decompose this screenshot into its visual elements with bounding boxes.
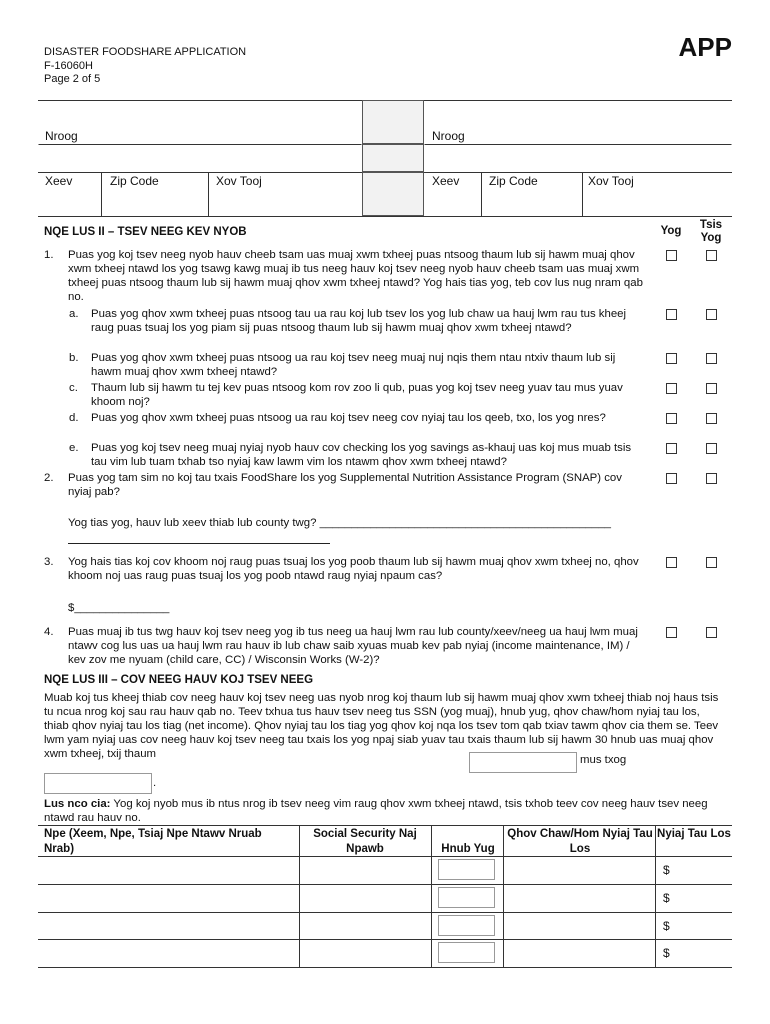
currency-symbol: $ xyxy=(663,919,670,933)
note-text: Yog koj nyob mus ib ntus nrog ib tsev neeg vim raug qhov xwm txheej ntawd, tsis txhob teev cov neeg hauv tsev neeg ntawd rau hauv no. xyxy=(44,798,708,824)
q1-no-checkbox[interactable] xyxy=(706,250,717,261)
zip-label-right: Zip Code xyxy=(489,174,538,188)
gray-box xyxy=(362,100,424,144)
table-row-dob-input[interactable] xyxy=(438,942,495,963)
phone-label-left: Xov Tooj xyxy=(216,174,262,188)
table-row-dob-input[interactable] xyxy=(438,915,495,936)
q3-no-checkbox[interactable] xyxy=(706,557,717,568)
col-name-header: Npe (Xeem, Npe, Tsiaj Npe Ntawv Nruab Nrab) xyxy=(44,828,262,855)
question-number: 4. xyxy=(44,626,54,638)
section3-title: NQE LUS III – COV NEEG HAUV KOJ TSEV NEEG xyxy=(44,674,314,686)
table-row-name-input[interactable] xyxy=(40,885,298,912)
date-range-to-label: mus txog xyxy=(580,754,627,766)
question-number: 3. xyxy=(44,556,54,568)
col-divider xyxy=(431,825,432,967)
q1d-no-checkbox[interactable] xyxy=(706,413,717,424)
gray-box xyxy=(362,144,424,172)
zip-label-left: Zip Code xyxy=(110,174,159,188)
table-top-border xyxy=(38,825,732,826)
phone-label-right: Xov Tooj xyxy=(588,174,634,188)
question-text: Puas muaj ib tus twg hauv koj tsev neeg yog ib tus neeg ua hauj lwm rau lub county/xeev/neeg ua hauj lwm muaj ntawv cog lus uas ua hauj lwm rau hauv ib lub chaw saib xyuas muab kev pab nyiaj (income maintenance, IM) / kev zov me nyuam (child care, CC) / Wisconsin Works (W-2)? xyxy=(68,626,638,666)
sub-text: Thaum lub sij hawm tu tej kev puas ntsoog kom rov zoo li qub, puas yog koj tsev neeg yuav tau mus yuav khoom noj? xyxy=(91,382,623,408)
table-row-source-input[interactable] xyxy=(505,913,654,939)
sub-text: Puas yog koj tsev neeg muaj nyiaj nyob hauv cov checking los yog savings as-khauj uas koj mus muab tsis tau vim lub tuam txhab tso nyiaj kaw lawm vim los ntawm qhov xwm txheej ntawd? xyxy=(91,442,632,468)
q3-yes-checkbox[interactable] xyxy=(666,557,677,568)
gray-box xyxy=(362,172,424,216)
col-dob-header: Hnub Yug xyxy=(441,843,495,855)
q1e-yes-checkbox[interactable] xyxy=(666,443,677,454)
table-bottom-border xyxy=(38,967,732,968)
street-label-left: Nroog xyxy=(45,129,78,143)
question-text: Puas yog koj tsev neeg nyob hauv cheeb tsam uas muaj xwm txheej puas ntsoog thaum lub sij hawm muaj qhov xwm txheej ntawd los yog tsawg kawg muaj ib tus neeg hauv koj tsev neeg nyob hauv cheeb tsam uas muaj xwm txheej puas ntsoog thaum lub sij hawm muaj qhov xwm txheej ntawd? Yog hais tias yog, teb cov lus nug nram qab no. xyxy=(68,249,643,303)
street-input-right[interactable] xyxy=(424,144,732,172)
form-header xyxy=(44,46,246,87)
note-label: Lus nco cia: xyxy=(44,798,111,810)
q1e-no-checkbox[interactable] xyxy=(706,443,717,454)
q2-yes-checkbox[interactable] xyxy=(666,473,677,484)
q1-yes-checkbox[interactable] xyxy=(666,250,677,261)
table-row-ssn-input[interactable] xyxy=(301,885,430,912)
table-row-dob-input[interactable] xyxy=(438,859,495,880)
q1c-no-checkbox[interactable] xyxy=(706,383,717,394)
table-row-source-input[interactable] xyxy=(505,940,654,967)
sub-text: Puas yog qhov xwm txheej puas ntsoog ua rau koj tsev neeg cov nyiaj tau los qeeb, txo, los yog nres? xyxy=(91,412,606,424)
divider xyxy=(38,172,362,173)
divider xyxy=(481,172,482,216)
q4-yes-checkbox[interactable] xyxy=(666,627,677,638)
q1d-yes-checkbox[interactable] xyxy=(666,413,677,424)
q1b-no-checkbox[interactable] xyxy=(706,353,717,364)
table-row-name-input[interactable] xyxy=(40,940,298,967)
col-no-header-line1: Tsis xyxy=(699,219,723,231)
q1b-yes-checkbox[interactable] xyxy=(666,353,677,364)
sub-letter: a. xyxy=(69,308,79,320)
divider xyxy=(101,172,102,216)
q1c-yes-checkbox[interactable] xyxy=(666,383,677,394)
q1a-no-checkbox[interactable] xyxy=(706,309,717,320)
sub-letter: d. xyxy=(69,412,79,424)
date-to-input[interactable] xyxy=(44,773,152,794)
state-label-right: Xeev xyxy=(432,174,460,188)
table-row-name-input[interactable] xyxy=(40,913,298,939)
sub-letter: b. xyxy=(69,352,79,364)
instructions-text: Muab koj tus kheej thiab cov neeg hauv koj tsev neeg uas nyob nrog koj thaum lub sij hawm muaj qhov xwm txheej thiab noj haus tsis tu ncua nrog koj sau rau hauv qab no. Teev txhua tus hauv tsev neeg tus SSN (yog muaj), hnub yug, qhov chaw/hom nyiaj tau los, thiab qhov nyiaj tau los tiag (net income). Qhov nyiaj tau los tiag yog qhov koj nqa los tsev tom qab txiav tawm qhov cia them se. Teev lwm yam nyiaj uas cov neeg hauv koj tsev neeg tau txais los yog npaj siab yuav tau txais thaum lub sij hawm 30 hnub uas muaj qhov xwm txheej, txij thaum xyxy=(44,692,719,760)
sub-text: Puas yog qhov xwm txheej puas ntsoog tau ua rau koj lub tsev los yog lub chaw ua hauj lwm rau tus kheej raug puas tsuaj los yog piam sij puas ntsoog thaum lub sij hawm muaj qhov xwm txheej ntawd? xyxy=(91,308,627,334)
sub-text: Puas yog qhov xwm txheej puas ntsoog ua rau koj tsev neeg muaj nuj nqis them ntau ntxiv thaum lub sij hawm muaj qhov xwm txheej ntawd? xyxy=(91,352,616,378)
section3-instructions xyxy=(44,691,720,761)
question-text: Yog hais tias koj cov khoom noj raug puas tsuaj los yog poob thaum lub sij hawm muaj qhov xwm txheej no, qhov khoom noj uas raug puas tsuaj los yog poob ntawd raug nyiaj npaum cas? xyxy=(68,556,639,582)
q2-underline xyxy=(68,543,330,544)
question-number: 1. xyxy=(44,249,54,261)
col-ssn-header: Social Security Naj Npawb xyxy=(313,828,417,855)
col-source-header: Qhov Chaw/Hom Nyiaj Tau Los xyxy=(507,828,653,855)
col-divider xyxy=(655,825,656,967)
divider xyxy=(38,100,362,101)
form-number: F-16060H xyxy=(44,59,93,72)
divider xyxy=(424,100,732,101)
col-amount-header: Nyiaj Tau Los xyxy=(657,828,731,840)
table-row-ssn-input[interactable] xyxy=(301,857,430,884)
sub-letter: e. xyxy=(69,442,79,454)
divider xyxy=(38,216,732,217)
currency-symbol: $ xyxy=(663,891,670,905)
note xyxy=(44,797,720,825)
q4-no-checkbox[interactable] xyxy=(706,627,717,638)
col-divider xyxy=(503,825,504,967)
street-label-right: Nroog xyxy=(432,129,465,143)
currency-symbol: $ xyxy=(663,946,670,960)
form-title: DISASTER FOODSHARE APPLICATION xyxy=(44,46,247,58)
q1a-yes-checkbox[interactable] xyxy=(666,309,677,320)
table-row-ssn-input[interactable] xyxy=(301,913,430,939)
table-row-ssn-input[interactable] xyxy=(301,940,430,967)
question-number: 2. xyxy=(44,472,54,484)
col-no-header-line2: Yog xyxy=(700,232,722,244)
col-no-header xyxy=(692,219,730,245)
col-divider xyxy=(299,825,300,967)
table-row-dob-input[interactable] xyxy=(438,887,495,908)
app-label: APP xyxy=(678,32,732,62)
page-number: Page 2 of 5 xyxy=(44,73,101,85)
q2-no-checkbox[interactable] xyxy=(706,473,717,484)
street-input-left[interactable] xyxy=(38,144,362,172)
period: . xyxy=(153,777,157,789)
divider xyxy=(424,172,732,173)
col-yes-header: Yog xyxy=(660,225,682,237)
q2-state-county-field[interactable]: Yog tias yog, hauv lub xeev thiab lub county twg? ______________________________________________ xyxy=(68,517,612,529)
table-row-source-input[interactable] xyxy=(505,885,654,912)
divider xyxy=(208,172,209,216)
question-text: Puas yog tam sim no koj tau txais FoodShare los yog Supplemental Nutrition Assistance Program (SNAP) cov nyiaj pab? xyxy=(68,472,622,498)
table-row-source-input[interactable] xyxy=(505,857,654,884)
table-row-name-input[interactable] xyxy=(40,857,298,884)
currency-symbol: $ xyxy=(663,863,670,877)
state-label-left: Xeev xyxy=(45,174,73,188)
date-from-input[interactable] xyxy=(469,752,577,773)
q3-amount-field[interactable]: $_______________ xyxy=(68,602,170,614)
sub-letter: c. xyxy=(69,382,78,394)
section2-title: NQE LUS II – TSEV NEEG KEV NYOB xyxy=(44,226,247,238)
divider xyxy=(582,172,583,216)
